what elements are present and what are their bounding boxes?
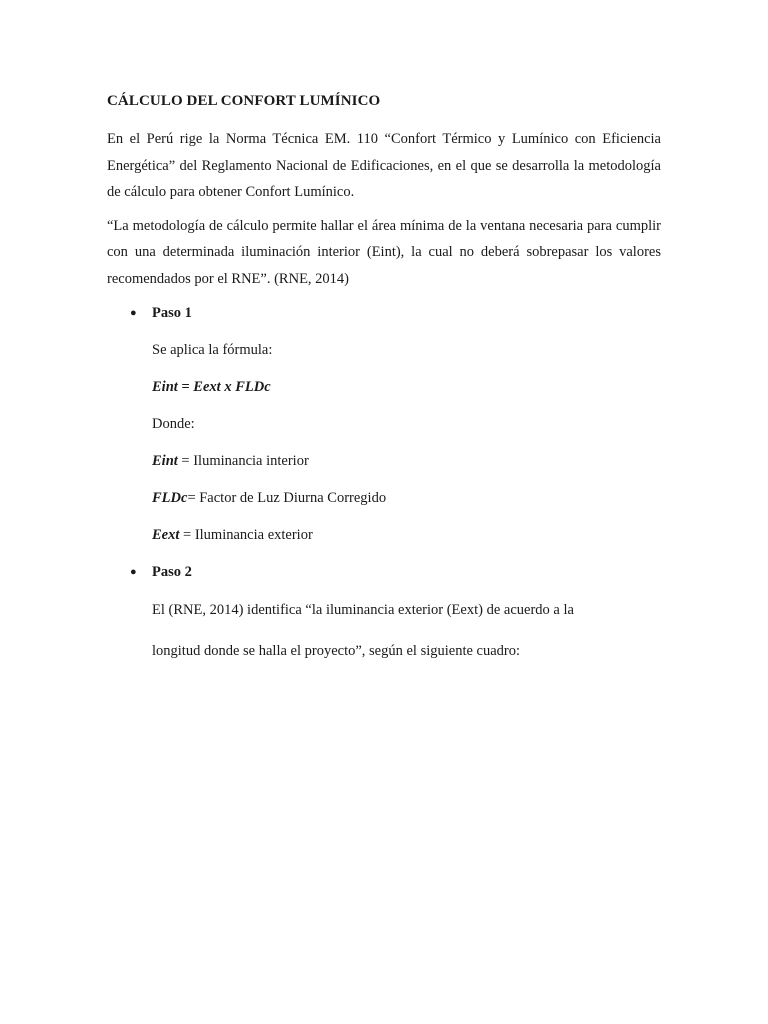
- definition-text: = Factor de Luz Diurna Corregido: [187, 490, 387, 506]
- step-2-line-1: El (RNE, 2014) identifica “la iluminancia exterior (Eext) de acuerdo a la: [152, 602, 574, 618]
- definition-term: FLDc: [152, 490, 188, 506]
- step-2-title: Paso 2: [152, 564, 192, 580]
- definition-term: Eint: [152, 453, 178, 469]
- definition-text: = Iluminancia exterior: [179, 527, 313, 543]
- bullet-icon: ●: [130, 566, 137, 578]
- step-1: [107, 302, 661, 546]
- steps-list: [107, 302, 661, 662]
- methodology-quote-paragraph: “La metodología de cálculo permite hallar el área mínima de la ventana necesaria para cumplir con una determinada iluminación interior (Eint), la cual no deberá sobrepasar los valores recomendados por el RNE”. (RNE, 2014): [107, 217, 661, 287]
- definition-eext: [152, 524, 661, 546]
- definition-term: Eext: [152, 527, 180, 543]
- step-1-where: Donde:: [152, 416, 195, 432]
- step-2: [107, 561, 661, 662]
- definition-text: = Iluminancia interior: [177, 453, 309, 469]
- document-title: CÁLCULO DEL CONFORT LUMÍNICO: [107, 93, 381, 109]
- definition-fldc: [152, 487, 661, 509]
- step-1-intro: Se aplica la fórmula:: [152, 342, 273, 358]
- intro-paragraph: En el Perú rige la Norma Técnica EM. 110 “Confort Térmico y Lumínico con Eficiencia Energética” del Reglamento Nacional de Edificaciones, en el que se desarrolla la metodología de cálculo para obtener Confort Lumínico.: [107, 131, 661, 200]
- step-1-title: Paso 1: [152, 305, 192, 321]
- document-body: [107, 90, 661, 662]
- definition-eint: [152, 450, 661, 472]
- bullet-icon: ●: [130, 307, 137, 319]
- step-2-line-2: longitud donde se halla el proyecto”, según el siguiente cuadro:: [152, 643, 521, 659]
- step-1-formula: Eint = Eext x FLDc: [152, 379, 271, 395]
